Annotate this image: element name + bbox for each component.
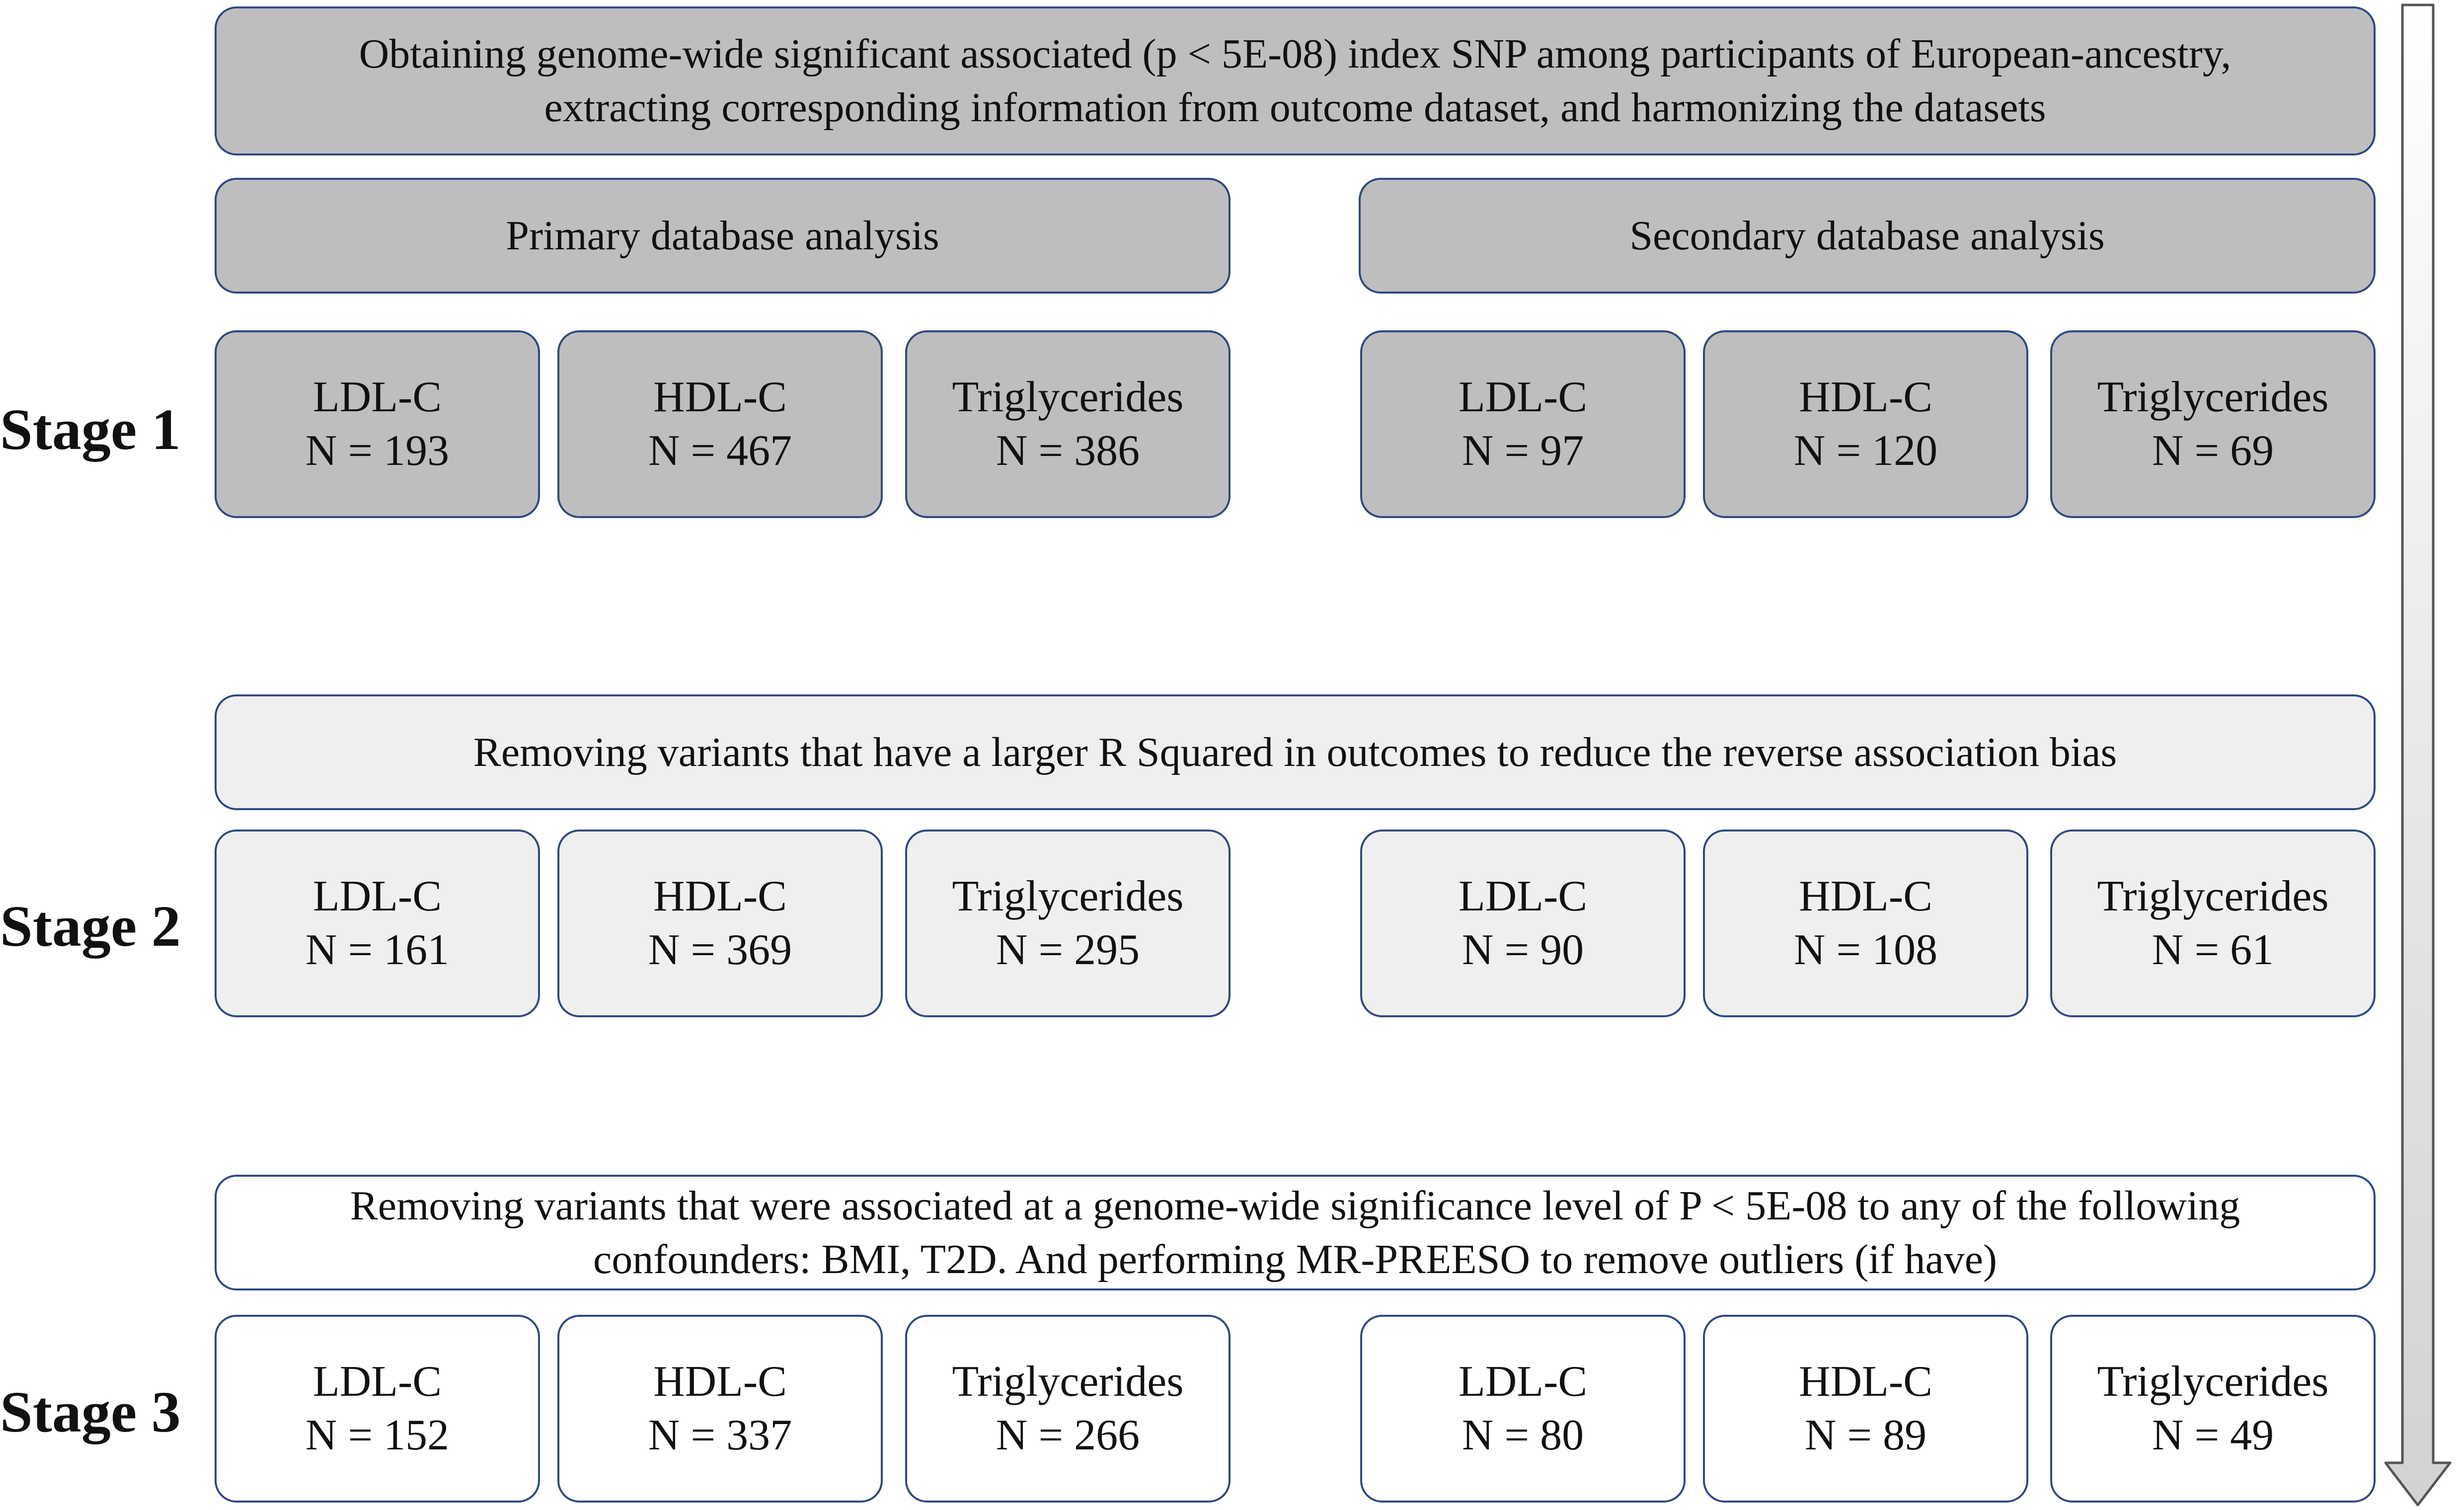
stage3-banner-line2: confounders: BMI, T2D. And performing MR-PREESO to remove outliers (if have) xyxy=(593,1236,1998,1283)
cell-count: N = 266 xyxy=(996,1411,1140,1459)
cell-count: N = 295 xyxy=(996,926,1140,974)
cell-count: N = 49 xyxy=(2152,1411,2274,1459)
stage3-secondary-hdl-box xyxy=(1703,1315,2028,1503)
cell-count: N = 90 xyxy=(1462,926,1584,974)
cell-count: N = 193 xyxy=(305,427,450,475)
cell-count: N = 120 xyxy=(1793,427,1938,475)
arrow-shape xyxy=(2386,5,2450,1505)
cell-count: N = 467 xyxy=(648,427,792,475)
stage3-secondary-triglycerides-box xyxy=(2050,1315,2376,1503)
cell-name: LDL-C xyxy=(1458,373,1588,421)
stage1-primary-ldl-box xyxy=(215,330,540,518)
stage3-primary-hdl-box xyxy=(557,1315,883,1503)
cell-name: LDL-C xyxy=(1458,1358,1588,1406)
cell-count: N = 161 xyxy=(305,926,450,974)
stage3-secondary-ldl-box xyxy=(1360,1315,1686,1503)
stage2-secondary-hdl-box xyxy=(1703,830,2028,1017)
stage3-primary-ldl-box xyxy=(215,1315,540,1503)
cell-name: HDL-C xyxy=(653,872,787,920)
cell-name: Triglycerides xyxy=(2097,373,2329,421)
cell-name: Triglycerides xyxy=(2097,1358,2329,1406)
stage1-banner-line2: extracting corresponding information from outcome dataset, and harmonizing the datasets xyxy=(544,84,2046,131)
stage1-label: Stage 1 xyxy=(0,397,181,462)
stage1-secondary-triglycerides-box xyxy=(2050,330,2376,518)
stage2-primary-hdl-box xyxy=(557,830,883,1017)
cell-count: N = 61 xyxy=(2152,926,2274,974)
stage2-label: Stage 2 xyxy=(0,894,181,959)
cell-count: N = 80 xyxy=(1462,1411,1584,1459)
flow-down-arrow-icon xyxy=(2385,0,2459,1510)
stage3-banner xyxy=(215,1175,2376,1290)
stage3-label: Stage 3 xyxy=(0,1379,181,1444)
stage1-banner-line1: Obtaining genome-wide significant associated (p < 5E-08) index SNP among participants of European-ancestry, xyxy=(359,31,2232,77)
cell-count: N = 369 xyxy=(648,926,792,974)
cell-count: N = 108 xyxy=(1793,926,1938,974)
cell-name: LDL-C xyxy=(312,373,442,421)
cell-count: N = 337 xyxy=(648,1411,792,1459)
stage1-primary-hdl-box xyxy=(557,330,883,518)
stage3-primary-triglycerides-box xyxy=(905,1315,1231,1503)
secondary-header-label: Secondary database analysis xyxy=(1629,212,2105,259)
cell-count: N = 97 xyxy=(1462,427,1584,475)
cell-name: HDL-C xyxy=(653,1358,787,1406)
cell-count: N = 89 xyxy=(1804,1411,1927,1459)
secondary-database-header xyxy=(1359,178,2376,294)
stage1-primary-triglycerides-box xyxy=(905,330,1231,518)
cell-name: HDL-C xyxy=(1799,872,1932,920)
cell-name: Triglycerides xyxy=(2097,872,2329,920)
stage1-secondary-hdl-box xyxy=(1703,330,2028,518)
primary-header-label: Primary database analysis xyxy=(506,212,939,259)
cell-count: N = 69 xyxy=(2152,427,2274,475)
cell-count: N = 386 xyxy=(996,427,1140,475)
stage2-primary-triglycerides-box xyxy=(905,830,1231,1017)
cell-name: LDL-C xyxy=(312,872,442,920)
cell-name: Triglycerides xyxy=(952,373,1184,421)
stage1-banner xyxy=(215,6,2376,155)
stage2-secondary-triglycerides-box xyxy=(2050,830,2376,1017)
stage2-banner xyxy=(215,694,2376,810)
cell-name: LDL-C xyxy=(312,1358,442,1406)
cell-name: HDL-C xyxy=(1799,373,1932,421)
stage3-banner-line1: Removing variants that were associated at a genome-wide significance level of P < 5E-08 to any of the following xyxy=(350,1182,2240,1229)
stage2-secondary-ldl-box xyxy=(1360,830,1686,1017)
stage2-primary-ldl-box xyxy=(215,830,540,1017)
primary-database-header xyxy=(215,178,1231,294)
stage1-secondary-ldl-box xyxy=(1360,330,1686,518)
cell-name: Triglycerides xyxy=(952,1358,1184,1406)
cell-name: HDL-C xyxy=(1799,1358,1932,1406)
cell-count: N = 152 xyxy=(305,1411,450,1459)
stage2-banner-text: Removing variants that have a larger R Squared in outcomes to reduce the reverse association bias xyxy=(473,729,2117,775)
cell-name: HDL-C xyxy=(653,373,787,421)
cell-name: Triglycerides xyxy=(952,872,1184,920)
cell-name: LDL-C xyxy=(1458,872,1588,920)
